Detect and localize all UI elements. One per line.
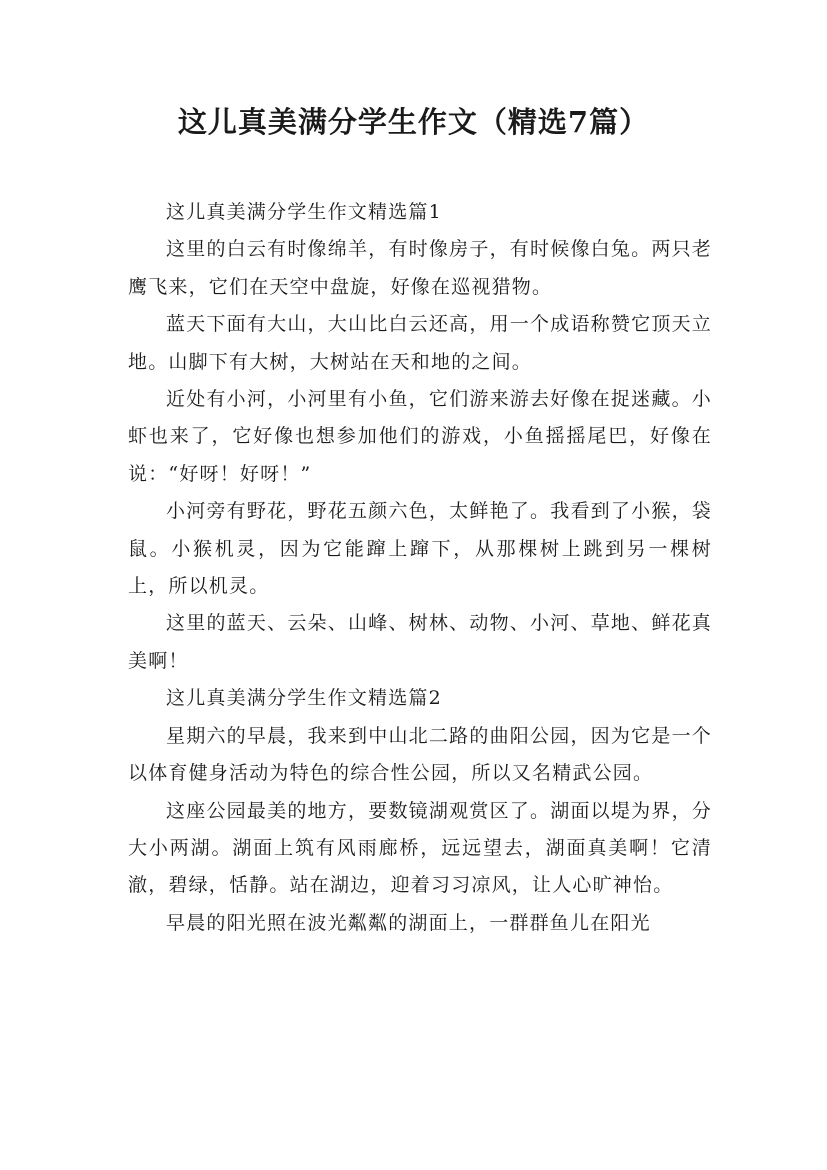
paragraph: 早晨的阳光照在波光粼粼的湖面上，一群群鱼儿在阳光 [166,911,651,934]
paragraph: 这座公园最美的地方，要数镜湖观赏区了。湖面以堤为界，分大小两湖。湖面上筑有风雨廊桥，远远望去，湖面真美啊！它清澈，碧绿，恬静。站在湖边，迎着习习凉风，让人心旷神怡。 [128,799,712,897]
paragraph: 小河旁有野花，野花五颜六色，太鲜艳了。我看到了小猴，袋鼠。小猴机灵，因为它能蹿上蹿下，从那棵树上跳到另一棵树上，所以机灵。 [128,500,712,598]
document-title: 这儿真美满分学生作文（精选7篇） [177,105,650,139]
paragraph: 这里的白云有时像绵羊，有时像房子，有时候像白兔。两只老鹰飞来，它们在天空中盘旋，好像在巡视猎物。 [128,238,712,298]
document-body [128,194,712,942]
paragraph: 星期六的早晨，我来到中山北二路的曲阳公园，因为它是一个以体育健身活动为特色的综合性公园，所以又名精武公园。 [128,724,712,785]
section-heading-2: 这儿真美满分学生作文精选篇2 [166,687,442,710]
paragraph: 这里的蓝天、云朵、山峰、树林、动物、小河、草地、鲜花真美啊！ [128,612,712,672]
paragraph: 近处有小河，小河里有小鱼，它们游来游去好像在捉迷藏。小虾也来了，它好像也想参加他们的游戏，小鱼摇摇尾巴，好像在说：“好呀！好呀！” [128,388,712,485]
paragraph: 蓝天下面有大山，大山比白云还高，用一个成语称赞它顶天立地。山脚下有大树，大树站在天和地的之间。 [128,313,712,373]
section-heading-1: 这儿真美满分学生作文精选篇1 [166,201,442,223]
